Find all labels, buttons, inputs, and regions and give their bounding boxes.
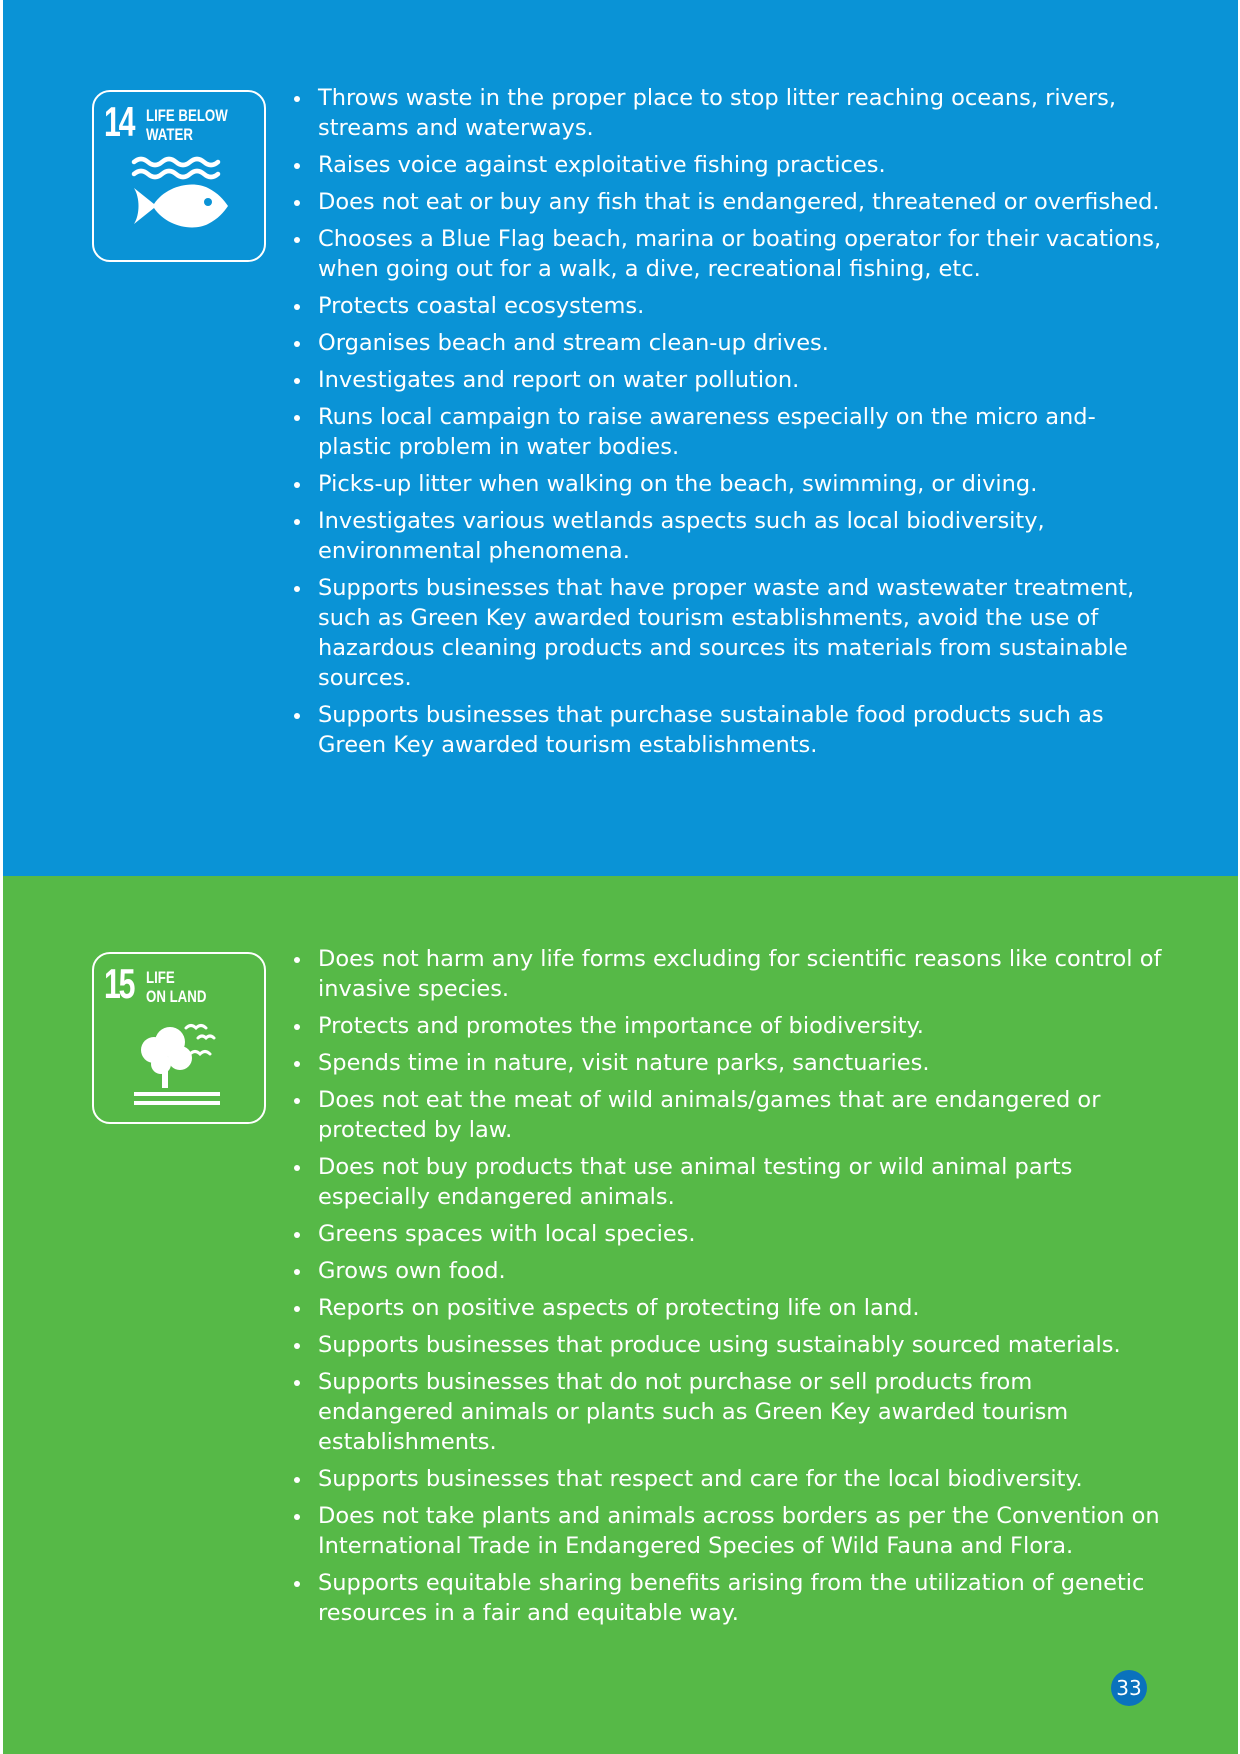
list-item: Protects coastal ecosystems. — [288, 291, 1163, 321]
page-number-badge: 33 — [1111, 1670, 1147, 1706]
list-item: Runs local campaign to raise awareness especially on the micro and-plastic problem in water bodies. — [288, 402, 1163, 462]
goal-15-section — [3, 876, 1238, 1754]
goal-number: 14 — [104, 98, 134, 145]
list-item: Does not eat the meat of wild animals/games that are endangered or protected by law. — [288, 1085, 1163, 1145]
goal-title-line-1: LIFE — [146, 968, 175, 987]
goal-15-action-list — [288, 944, 1163, 1635]
list-item: Does not eat or buy any fish that is endangered, threatened or overfished. — [288, 187, 1163, 217]
list-item: Spends time in nature, visit nature parks, sanctuaries. — [288, 1048, 1163, 1078]
sdg-15-life-on-land-icon — [92, 952, 266, 1124]
list-item: Does not buy products that use animal testing or wild animal parts especially endangered animals. — [288, 1152, 1163, 1212]
fish-waves-icon — [94, 92, 264, 260]
list-item: Supports businesses that respect and care for the local biodiversity. — [288, 1464, 1163, 1494]
list-item: Raises voice against exploitative fishing practices. — [288, 150, 1163, 180]
list-item: Investigates and report on water pollution. — [288, 365, 1163, 395]
list-item: Greens spaces with local species. — [288, 1219, 1163, 1249]
list-item: Grows own food. — [288, 1256, 1163, 1286]
list-item: Supports businesses that have proper waste and wastewater treatment, such as Green Key awarded tourism establishments, avoid the use of hazardous cleaning products and sources its materials from sustainable sources. — [288, 573, 1163, 693]
goal-title-line-1: LIFE BELOW — [146, 106, 228, 125]
list-item: Supports equitable sharing benefits arising from the utilization of genetic resources in a fair and equitable way. — [288, 1568, 1163, 1628]
goal-number: 15 — [104, 960, 134, 1007]
list-item: Supports businesses that produce using sustainably sourced materials. — [288, 1330, 1163, 1360]
list-item: Supports businesses that purchase sustainable food products such as Green Key awarded tourism establishments. — [288, 700, 1163, 760]
tree-birds-icon — [94, 954, 264, 1122]
goal-title-line-2: ON LAND — [146, 987, 207, 1006]
list-item: Investigates various wetlands aspects such as local biodiversity, environmental phenomena. — [288, 506, 1163, 566]
list-item: Reports on positive aspects of protecting life on land. — [288, 1293, 1163, 1323]
list-item: Throws waste in the proper place to stop litter reaching oceans, rivers, streams and waterways. — [288, 83, 1163, 143]
sdg-14-life-below-water-icon — [92, 90, 266, 262]
goal-14-section — [3, 0, 1238, 876]
list-item: Organises beach and stream clean-up drives. — [288, 328, 1163, 358]
list-item: Supports businesses that do not purchase or sell products from endangered animals or plants such as Green Key awarded tourism establishments. — [288, 1367, 1163, 1457]
list-item: Does not harm any life forms excluding for scientific reasons like control of invasive species. — [288, 944, 1163, 1004]
list-item: Protects and promotes the importance of biodiversity. — [288, 1011, 1163, 1041]
list-item: Does not take plants and animals across borders as per the Convention on International Trade in Endangered Species of Wild Fauna and Flora. — [288, 1501, 1163, 1561]
goal-14-action-list — [288, 83, 1163, 767]
list-item: Picks-up litter when walking on the beach, swimming, or diving. — [288, 469, 1163, 499]
list-item: Chooses a Blue Flag beach, marina or boating operator for their vacations, when going out for a walk, a dive, recreational fishing, etc. — [288, 224, 1163, 284]
goal-title-line-2: WATER — [146, 125, 193, 144]
